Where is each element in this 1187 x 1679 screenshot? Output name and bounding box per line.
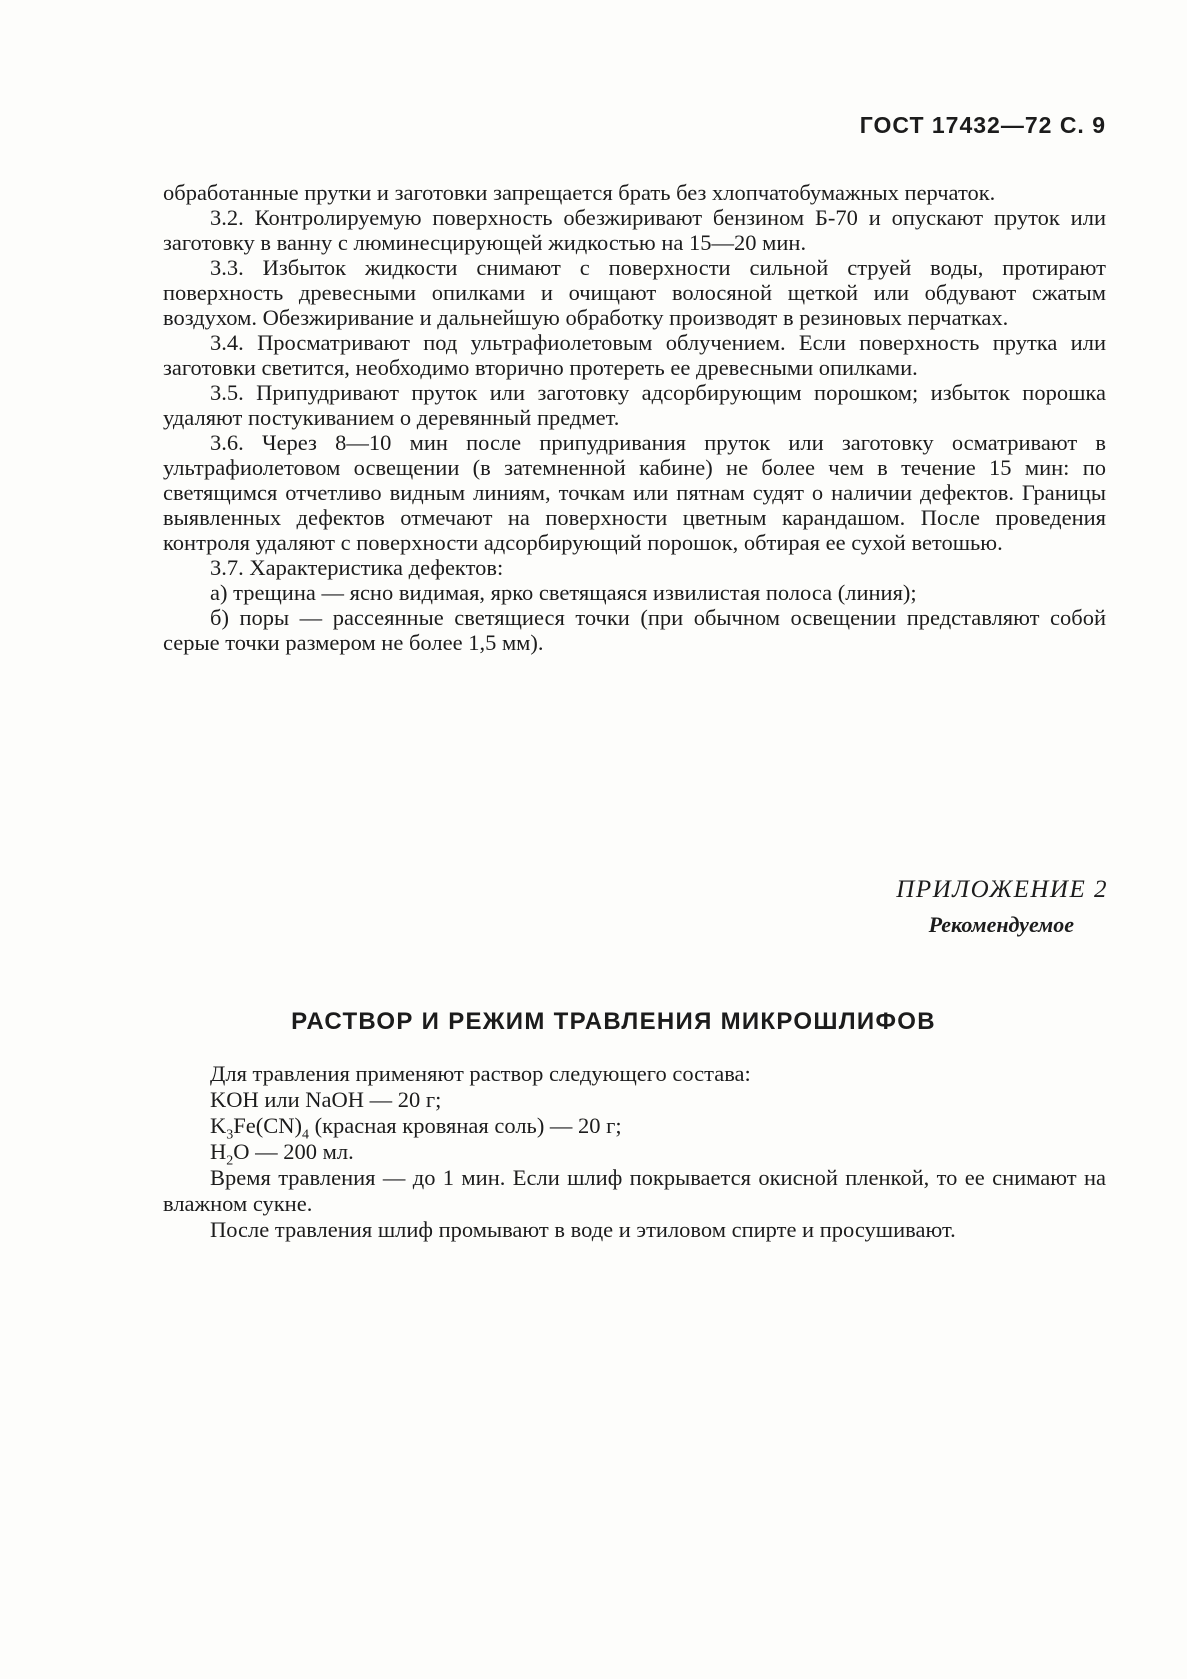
appendix-title: РАСТВОР И РЕЖИМ ТРАВЛЕНИЯ МИКРОШЛИФОВ [291,1008,936,1035]
formula-k3fe-sub-4: 4 [302,1127,309,1143]
formula-h2o-h: H [210,1139,227,1164]
formula-h2o-rest: O — 200 мл. [233,1139,354,1164]
annex-type: Рекомендуемое [928,912,1074,937]
formula-k3fe-k: K [210,1113,227,1138]
post-etching: После травления шлиф промывают в воде и этиловом спирте и просушивают. [210,1217,956,1242]
paragraph-3-2: 3.2. Контролируемую поверхность обезжиривают бензином Б-70 и опускают пруток или заготовку в ванну с люминесцирующей жидкостью на 15—20 мин. [163,205,1106,255]
paragraph-continuation: обработанные прутки и заготовки запрещается брать без хлопчатобумажных перчаток. [163,180,996,205]
annex-label: ПРИЛОЖЕНИЕ 2 [896,876,1108,903]
annex-heading [896,876,1108,938]
etching-time: Время травления — до 1 мин. Если шлиф покрывается окисной пленкой, то ее снимают на влажном сукне. [163,1165,1106,1216]
paragraph-3-7: 3.7. Характеристика дефектов: [210,555,504,580]
page-header: ГОСТ 17432—72 С. 9 [859,112,1106,138]
section-3-text [163,180,1106,655]
formula-k3fe-fecn: Fe(CN) [233,1113,302,1138]
formula-k3fe-sub-3: 3 [226,1127,234,1143]
formula-h2o-sub-2: 2 [226,1153,234,1169]
paragraph-3-4: 3.4. Просматривают под ультрафиолетовым облучением. Если поверхность прутка или заготовки светится, необходимо вторично протереть ее древесными опилками. [163,330,1106,380]
paragraph-3-3: 3.3. Избыток жидкости снимают с поверхности сильной струей воды, протирают поверхность древесными опилками и очищают волосяной щеткой или обдувают сжатым воздухом. Обезжиривание и дальнейшую обработку производят в резиновых перчатках. [163,255,1106,330]
formula-koh: KOH или NaOH — 20 г; [210,1087,442,1112]
formula-k3fe-rest: (красная кровяная соль) — 20 г; [309,1113,622,1138]
appendix-text [163,1061,1106,1243]
formula-h2o [163,1139,1106,1169]
paragraph-3-6: 3.6. Через 8—10 мин после припудривания пруток или заготовку осматривают в ультрафиолетовом освещении (в затемненной кабине) не более чем в течение 15 мин: по светящимся отчетливо видным линиям, точкам или пятнам судят о наличии дефектов. Границы выявленных дефектов отмечают на поверхности цветным карандашом. После проведения контроля удаляют с поверхности адсорбирующий порошок, обтирая ее сухой ветошью. [163,430,1106,555]
defect-item-a: а) трещина — ясно видимая, ярко светящаяся извилистая полоса (линия); [210,580,917,605]
paragraph-3-5: 3.5. Припудривают пруток или заготовку адсорбирующим порошком; избыток порошка удаляют постукиванием о деревянный предмет. [163,380,1106,430]
appendix-intro: Для травления применяют раствор следующего состава: [210,1061,751,1086]
defect-item-b: б) поры — рассеянные светящиеся точки (при обычном освещении представляют собой серые точки размером не более 1,5 мм). [163,605,1106,655]
formula-k3fe [163,1113,1106,1143]
